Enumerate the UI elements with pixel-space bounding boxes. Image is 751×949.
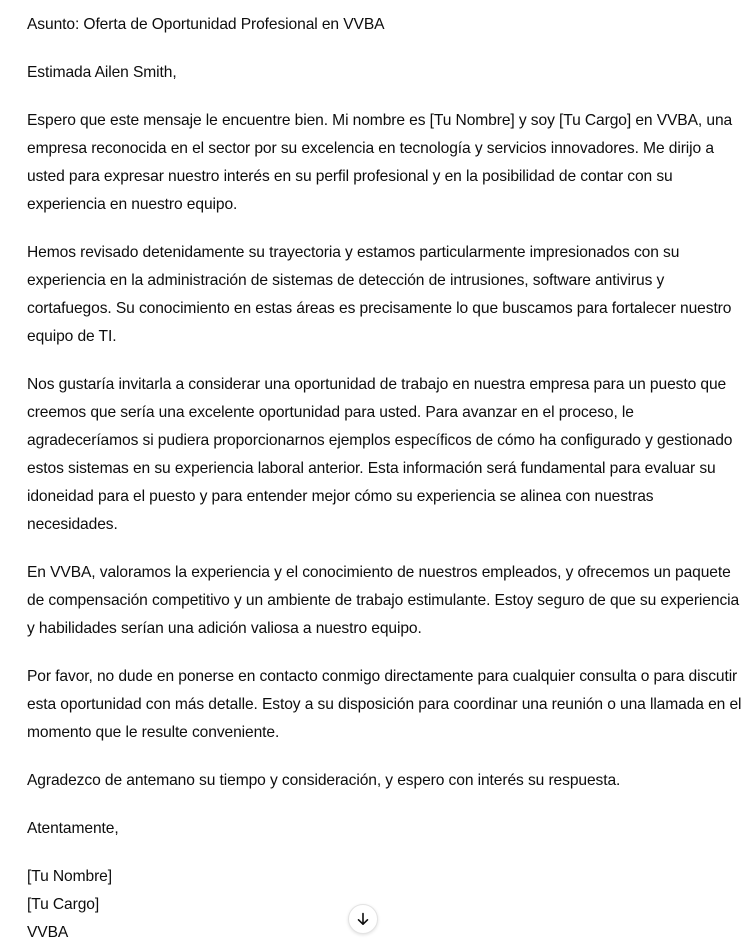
email-subject: Asunto: Oferta de Oportunidad Profesional en VVBA <box>27 16 385 33</box>
signature-name: [Tu Nombre] <box>27 868 112 885</box>
email-paragraph: Por favor, no dude en ponerse en contacto conmigo directamente para cualquier consulta o para discutir esta oportunidad con más detalle. Estoy a su disposición para coordinar una reunión o una llamada en el momento que le resulte conveniente. <box>27 668 742 741</box>
signature-title: [Tu Cargo] <box>27 896 100 913</box>
email-paragraph: Nos gustaría invitarla a considerar una oportunidad de trabajo en nuestra empresa para un puesto que creemos que sería una excelente oportunidad para usted. Para avanzar en el proceso, le agradeceríamos si pudiera proporcionarnos ejemplos específicos de cómo ha configurado y gestionado estos sistemas en su experiencia laboral anterior. Esta información será fundamental para evaluar su idoneidad para el puesto y para entender mejor cómo su experiencia se alinea con nuestras necesidades. <box>27 376 733 533</box>
email-closing: Atentamente, <box>27 820 119 837</box>
email-paragraph: Hemos revisado detenidamente su trayectoria y estamos particularmente impresionados con su experiencia en la administración de sistemas de detección de intrusiones, software antivirus y cortafuegos. Su conocimiento en estas áreas es precisamente lo que buscamos para fortalecer nuestro equipo de TI. <box>27 244 732 345</box>
scroll-to-bottom-button[interactable] <box>348 904 378 934</box>
email-paragraph: En VVBA, valoramos la experiencia y el conocimiento de nuestros empleados, y ofrecemos un paquete de compensación competitivo y un ambiente de trabajo estimulante. Estoy seguro de que su experiencia y habilidades serían una adición valiosa a nuestro equipo. <box>27 564 740 637</box>
email-paragraph: Espero que este mensaje le encuentre bien. Mi nombre es [Tu Nombre] y soy [Tu Cargo] en VVBA, una empresa reconocida en el sector por su excelencia en tecnología y servicios innovadores. Me dirijo a usted para expresar nuestro interés en su perfil profesional y en la posibilidad de contar con su experiencia en nuestro equipo. <box>27 112 733 213</box>
arrow-down-icon <box>355 911 371 927</box>
email-signature <box>27 863 743 947</box>
email-greeting: Estimada Ailen Smith, <box>27 64 177 81</box>
email-body <box>27 11 743 947</box>
signature-company: VVBA <box>27 924 69 941</box>
email-paragraph: Agradezco de antemano su tiempo y consideración, y espero con interés su respuesta. <box>27 772 621 789</box>
